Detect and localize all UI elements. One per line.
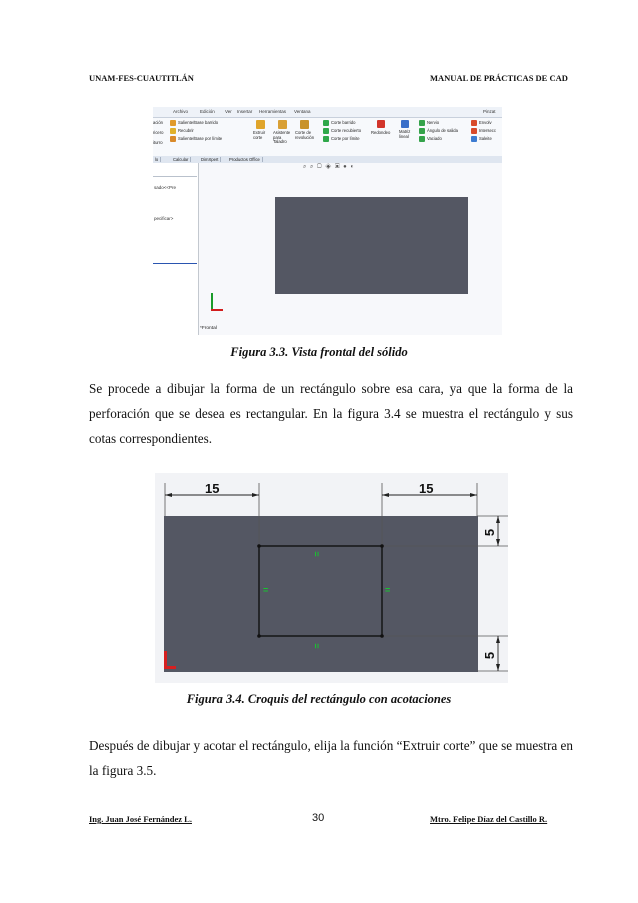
loft-icon[interactable] — [170, 128, 176, 134]
hole-wizard-icon[interactable] — [278, 120, 287, 129]
menu-archivo[interactable]: Archivo — [173, 109, 189, 114]
header-right: MANUAL DE PRÁCTICAS DE CAD — [430, 73, 568, 83]
intersect-icon[interactable] — [471, 128, 477, 134]
ribbon-cut-text-2: ricero — [153, 130, 164, 135]
ribbon-fillet[interactable]: Redondeo — [371, 130, 391, 135]
tab-dimxpert[interactable]: DimXpert — [199, 157, 221, 162]
footer-left: Ing. Juan José Fernández L. — [89, 814, 192, 824]
tab-partial[interactable]: lo — [153, 157, 161, 162]
figure-3-4-sketch — [155, 473, 508, 683]
menu-ventana[interactable]: Ventana — [294, 109, 311, 114]
header-left: UNAM-FES-CUAUTITLÁN — [89, 73, 194, 83]
menu-bar — [153, 107, 502, 118]
ribbon-swept-cut[interactable]: Corte barrido — [331, 120, 356, 125]
ribbon-extrude-cut[interactable]: Extruir corte — [253, 130, 266, 140]
triad-x-axis — [211, 309, 223, 311]
ribbon-cut-text-1: ación — [153, 120, 164, 125]
menu-insertar[interactable]: Insertar — [237, 109, 253, 114]
rib-icon[interactable] — [419, 120, 425, 126]
ribbon-mirror[interactable]: Saleite — [479, 136, 492, 141]
triad-y-axis — [211, 293, 213, 309]
sketch-drawing — [155, 473, 508, 683]
origin-marker-x — [164, 666, 176, 669]
ribbon-lofted-cut[interactable]: Corte recubierto — [331, 128, 362, 133]
ribbon-shell[interactable]: Vaciado — [427, 136, 442, 141]
dimension-right-bottom[interactable]: 5 — [482, 651, 498, 660]
menu-edicion[interactable]: Edición — [200, 109, 215, 114]
vertical-relation-left[interactable]: = — [263, 585, 269, 595]
ribbon-boundary-cut[interactable]: Corte por límite — [331, 136, 360, 141]
horizontal-relation-bottom[interactable]: = — [311, 643, 322, 649]
ribbon-sweep[interactable]: Saliente/Base barrido — [178, 120, 219, 125]
menu-ver[interactable]: Ver — [225, 109, 232, 114]
feature-manager-pane — [153, 163, 199, 335]
horizontal-relation-top[interactable]: = — [311, 551, 322, 557]
shell-icon[interactable] — [419, 136, 425, 142]
menu-herramientas[interactable]: Herramientas — [259, 109, 287, 114]
linear-pattern-icon[interactable] — [401, 120, 409, 128]
page-number: 30 — [312, 812, 325, 824]
figure-3-3-screenshot — [153, 107, 502, 335]
ribbon-hole-wizard[interactable]: Asistente para Taladro — [273, 130, 291, 144]
boundary-icon[interactable] — [170, 136, 176, 142]
ribbon-linear-pattern[interactable]: Matriz lineal — [399, 129, 411, 139]
footer-right: Mtro. Felipe Díaz del Castillo R. — [430, 814, 548, 824]
fillet-icon[interactable] — [377, 120, 385, 128]
tree-item-2[interactable]: pecificar> — [154, 216, 174, 221]
ribbon-wrap[interactable]: Envolv — [479, 120, 492, 125]
view-orientation-label: *Frontal — [200, 326, 217, 331]
tree-item-1[interactable]: sado<<Pre — [154, 185, 177, 190]
search-box[interactable]: Pinzat — [483, 109, 496, 114]
mirror-icon[interactable] — [471, 136, 477, 142]
vertical-relation-right[interactable]: = — [385, 585, 391, 595]
pane-divider — [153, 263, 197, 264]
paragraph-2: Después de dibujar y acotar el rectángulo, elija la función “Extruir corte” que se muestra en la figura 3.5. — [89, 738, 573, 778]
solid-front-face[interactable] — [275, 197, 468, 294]
figure-3-3-caption: Figura 3.3. Vista frontal del sólido — [230, 345, 408, 359]
figure-3-4-caption: Figura 3.4. Croquis del rectángulo con acotaciones — [186, 692, 452, 706]
tab-productos-office[interactable]: Productos Office — [227, 157, 263, 162]
pane-toolbar — [153, 171, 197, 177]
tab-calcular[interactable]: Calcular — [171, 157, 191, 162]
paragraph-1: Se procede a dibujar la forma de un rectángulo sobre esa cara, ya que la forma de la perforación que se desea es rectangular. En la figura 3.4 se muestra el rectángulo y sus cotas correspondientes. — [89, 381, 573, 446]
sweep-icon[interactable] — [170, 120, 176, 126]
draft-icon[interactable] — [419, 128, 425, 134]
ribbon-intersect[interactable]: Intersecc — [479, 128, 496, 133]
lofted-cut-icon[interactable] — [323, 128, 329, 134]
ribbon-cut-text-3: iturro — [153, 140, 163, 145]
ribbon-draft[interactable]: Ángulo de salida — [427, 128, 458, 133]
ribbon-loft[interactable]: Recubrir — [178, 128, 194, 133]
dimension-top-left[interactable]: 15 — [205, 481, 220, 496]
wrap-icon[interactable] — [471, 120, 477, 126]
ribbon-boundary[interactable]: Saliente/Base por límite — [178, 136, 223, 141]
revolve-cut-icon[interactable] — [300, 120, 309, 129]
extrude-cut-icon[interactable] — [256, 120, 265, 129]
view-toolbar[interactable]: ⌕ ⌕ ▢ ◈ ▣ ● ◐ — [303, 164, 356, 170]
dimension-top-right[interactable]: 15 — [419, 481, 434, 496]
dimension-right-top[interactable]: 5 — [482, 528, 498, 537]
ribbon-rib[interactable]: Nervio — [427, 120, 440, 125]
boundary-cut-icon[interactable] — [323, 136, 329, 142]
swept-cut-icon[interactable] — [323, 120, 329, 126]
ribbon-revolve-cut[interactable]: Corte de revolución — [295, 130, 315, 140]
ribbon — [153, 118, 502, 156]
